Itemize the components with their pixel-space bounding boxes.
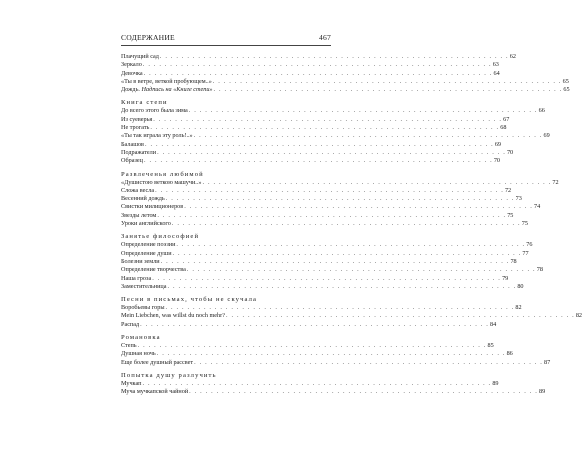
dot-leader: . . . . . . . . . . . . . . . . . . . . . . . . . . . . . . . . . . . . . . . . . . . . . . . . . . . . . . . . . . . . . . . . [225, 312, 575, 320]
toc-entry-title: Распад [121, 320, 140, 328]
toc-entry [121, 304, 522, 312]
toc-entry-page: 69 [494, 140, 502, 148]
dot-leader: . . . . . . . . . . . . . . . . . . . . . . . . . . . . . . . . . . . . . . . . . . . . . . . . . . . . . . . . . . . . . . . . [176, 241, 526, 249]
dot-leader: . . . . . . . . . . . . . . . . . . . . . . . . . . . . . . . . . . . . . . . . . . . . . . . . . . . . . . . . . . . . . . . . [142, 379, 492, 387]
toc-entry-title: Определение души [121, 249, 172, 257]
dot-leader: . . . . . . . . . . . . . . . . . . . . . . . . . . . . . . . . . . . . . . . . . . . . . . . . . . . . . . . . . . . . . . . . [143, 157, 493, 165]
toc-entry-page: 89 [492, 379, 499, 387]
toc-entry [121, 282, 524, 291]
toc-entry-title: Звезды летом [121, 211, 157, 219]
toc-entry-page: 75 [507, 211, 514, 219]
dot-leader: . . . . . . . . . . . . . . . . . . . . . . . . . . . . . . . . . . . . . . . . . . . . . . . . . . . . . . . . . . . . . . . . [167, 282, 517, 290]
toc-entry [121, 342, 494, 350]
toc-entry-page: 70 [506, 148, 514, 156]
toc-intro-group [121, 53, 570, 94]
toc-entry-page: 75 [521, 220, 528, 228]
dot-leader: . . . . . . . . . . . . . . . . . . . . . . . . . . . . . . . . . . . . . . . . . . . . . . . . . . . . . . . . . . . . . . . . [172, 249, 522, 257]
toc-entry-page: 82 [575, 312, 582, 320]
dot-leader: . . . . . . . . . . . . . . . . . . . . . . . . . . . . . . . . . . . . . . . . . . . . . . . . . . . . . . . . . . . . . . . . [140, 320, 489, 328]
toc-entry [121, 241, 533, 249]
toc-entry-title: Mein Liebchen, was willst du noch mehr? [121, 312, 225, 320]
toc-entry-title: Определение поэзии [121, 241, 176, 249]
header-rule [121, 45, 331, 46]
toc-entry [121, 178, 559, 187]
toc-entry [121, 203, 541, 211]
toc-entry-page: 73 [515, 195, 522, 203]
toc-entry-page: 76 [526, 241, 533, 249]
toc-entry-title: Муча мучкапской чайной [121, 388, 189, 396]
toc-entry [121, 379, 499, 388]
toc-entry-page: 74 [534, 203, 541, 211]
toc-entry-title: Душная ночь [121, 350, 156, 358]
toc-entry [121, 388, 546, 396]
toc-entry-title: Определение творчества [121, 266, 186, 274]
dot-leader: . . . . . . . . . . . . . . . . . . . . . . . . . . . . . . . . . . . . . . . . . . . . . . . . . . . . . . . . . . . . . . . . [143, 69, 493, 77]
dot-leader: . . . . . . . . . . . . . . . . . . . . . . . . . . . . . . . . . . . . . . . . . . . . . . . . . . . . . . . . . . . . . . . . [137, 342, 487, 350]
dot-leader: . . . . . . . . . . . . . . . . . . . . . . . . . . . . . . . . . . . . . . . . . . . . . . . . . . . . . . . . . . . . . . . . [165, 195, 515, 203]
toc-entry [121, 107, 545, 115]
header-page-number: 467 [319, 33, 331, 42]
toc-entry [121, 186, 512, 195]
toc-entry-title-plain: Дождь. [121, 86, 142, 94]
toc-entry-title: Весенний дождь [121, 195, 165, 203]
section-heading: Книга степи [121, 99, 168, 107]
toc-entry-page: 68 [500, 124, 507, 132]
toc-entry-page: 84 [490, 320, 497, 328]
dot-leader: . . . . . . . . . . . . . . . . . . . . . . . . . . . . . . . . . . . . . . . . . . . . . . . . . . . . . . . . . . . . . . . . [165, 304, 515, 312]
toc-entry [121, 115, 510, 124]
toc-entry-page: 72 [504, 186, 512, 194]
toc-sections [121, 98, 582, 396]
toc-entry-page: 78 [536, 266, 543, 274]
dot-leader: . . . . . . . . . . . . . . . . . . . . . . . . . . . . . . . . . . . . . . . . . . . . . . . . . . . . . . . . . . . . . . . . [186, 266, 536, 274]
toc-entry-title: Подражатели [121, 148, 157, 156]
toc-entry-title: Степь [121, 342, 137, 350]
toc-entry-title-italic: Надпись на «Книге степи» [141, 86, 213, 94]
section-heading: Развлеченья любимой [121, 170, 204, 178]
toc-entry-page: 67 [503, 115, 510, 123]
toc-entry [121, 140, 502, 149]
dot-leader: . . . . . . . . . . . . . . . . . . . . . . . . . . . . . . . . . . . . . . . . . . . . . . . . . . . . . . . . . . . . . . . . [213, 86, 563, 94]
toc-entry-title: Балашов [121, 140, 144, 148]
toc-entry [121, 220, 528, 228]
toc-entry-title: Зеркало [121, 61, 142, 69]
toc-entry-title: Из суеверья [121, 115, 153, 123]
toc-entry-title: Образец [121, 157, 143, 165]
toc-entry [121, 61, 499, 69]
toc-entry-page: 86 [506, 350, 513, 358]
section-heading: Занятье философией [121, 233, 200, 241]
toc-entry [121, 312, 582, 320]
dot-leader: . . . . . . . . . . . . . . . . . . . . . . . . . . . . . . . . . . . . . . . . . . . . . . . . . . . . . . . . . . . . . . . . [144, 140, 494, 148]
toc-entry-page: 63 [492, 61, 499, 69]
dot-leader: . . . . . . . . . . . . . . . . . . . . . . . . . . . . . . . . . . . . . . . . . . . . . . . . . . . . . . . . . . . . . . . . [212, 77, 562, 85]
toc-entry-page: 87 [544, 358, 551, 366]
toc-entry-page: 89 [539, 388, 546, 396]
toc-entry [121, 77, 569, 86]
toc-entry-title: Еще более душный рассвет [121, 358, 194, 366]
toc-entry-page: 72 [552, 178, 559, 186]
toc-entry-page: 70 [493, 157, 501, 165]
dot-leader: . . . . . . . . . . . . . . . . . . . . . . . . . . . . . . . . . . . . . . . . . . . . . . . . . . . . . . . . . . . . . . . . [142, 61, 492, 69]
toc-entry [121, 195, 522, 203]
toc-entry [121, 69, 500, 78]
toc-entry [121, 53, 516, 61]
toc-entry-page: 69 [543, 132, 550, 140]
toc-entry [121, 358, 551, 367]
toc-entry [121, 266, 543, 274]
header-title: СОДЕРЖАНИЕ [121, 33, 175, 42]
toc-entry-page: 65 [563, 86, 570, 94]
dot-leader: . . . . . . . . . . . . . . . . . . . . . . . . . . . . . . . . . . . . . . . . . . . . . . . . . . . . . . . . . . . . . . . . [153, 115, 503, 123]
toc-entry [121, 157, 501, 165]
dot-leader: . . . . . . . . . . . . . . . . . . . . . . . . . . . . . . . . . . . . . . . . . . . . . . . . . . . . . . . . . . . . . . . . [188, 107, 538, 115]
toc-entry-page: 85 [487, 342, 494, 350]
toc-entry-title: «Ты в ветре, веткой пробующем..» [121, 77, 212, 85]
section-heading: Романовка [121, 334, 161, 342]
toc-entry [121, 249, 529, 258]
toc-entry [121, 257, 517, 266]
toc-entry [121, 132, 550, 140]
dot-leader: . . . . . . . . . . . . . . . . . . . . . . . . . . . . . . . . . . . . . . . . . . . . . . . . . . . . . . . . . . . . . . . . [193, 132, 543, 140]
toc-entry-title [121, 86, 213, 94]
dot-leader: . . . . . . . . . . . . . . . . . . . . . . . . . . . . . . . . . . . . . . . . . . . . . . . . . . . . . . . . . . . . . . . . [160, 257, 510, 265]
toc-entry-title: Мучкап [121, 379, 142, 387]
running-header [121, 33, 331, 43]
toc-entry-title: Наша гроза [121, 274, 152, 282]
toc-entry [121, 350, 513, 358]
dot-leader: . . . . . . . . . . . . . . . . . . . . . . . . . . . . . . . . . . . . . . . . . . . . . . . . . . . . . . . . . . . . . . . . [171, 220, 521, 228]
toc-entry-page: 66 [538, 107, 545, 115]
toc-entry [121, 148, 514, 157]
toc-entry-title: До всего этого была зима [121, 107, 188, 115]
table-of-contents [121, 53, 582, 397]
toc-entry-title: Сложа весла [121, 186, 155, 194]
toc-entry [121, 211, 514, 220]
toc-entry-title: Свистки милиционеров [121, 203, 184, 211]
toc-entry [121, 274, 509, 283]
dot-leader: . . . . . . . . . . . . . . . . . . . . . . . . . . . . . . . . . . . . . . . . . . . . . . . . . . . . . . . . . . . . . . . . [184, 203, 534, 211]
toc-entry-title: Заместительница [121, 282, 167, 290]
toc-entry-page: 65 [562, 77, 569, 85]
dot-leader: . . . . . . . . . . . . . . . . . . . . . . . . . . . . . . . . . . . . . . . . . . . . . . . . . . . . . . . . . . . . . . . . [159, 53, 509, 60]
section-heading: Песни в письмах, чтобы не скучала [121, 296, 257, 304]
toc-entry-title: «Душистою веткою машучи..» [121, 178, 202, 186]
toc-entry-title: «Ты так играла эту роль!..» [121, 132, 193, 140]
section-heading: Попытка душу разлучить [121, 371, 217, 379]
dot-leader: . . . . . . . . . . . . . . . . . . . . . . . . . . . . . . . . . . . . . . . . . . . . . . . . . . . . . . . . . . . . . . . . [157, 211, 507, 219]
dot-leader: . . . . . . . . . . . . . . . . . . . . . . . . . . . . . . . . . . . . . . . . . . . . . . . . . . . . . . . . . . . . . . . . [152, 274, 502, 282]
toc-entry-page: 82 [515, 304, 522, 312]
toc-entry [121, 86, 570, 94]
toc-entry-title: Не трогать [121, 124, 150, 132]
dot-leader: . . . . . . . . . . . . . . . . . . . . . . . . . . . . . . . . . . . . . . . . . . . . . . . . . . . . . . . . . . . . . . . . [202, 178, 552, 186]
dot-leader: . . . . . . . . . . . . . . . . . . . . . . . . . . . . . . . . . . . . . . . . . . . . . . . . . . . . . . . . . . . . . . . . [194, 358, 543, 366]
toc-entry-page: 77 [522, 249, 529, 257]
dot-leader: . . . . . . . . . . . . . . . . . . . . . . . . . . . . . . . . . . . . . . . . . . . . . . . . . . . . . . . . . . . . . . . . [157, 148, 506, 156]
toc-entry-title: Уроки английского [121, 220, 171, 228]
toc-entry-title: Девочка [121, 69, 143, 77]
toc-entry-page: 80 [517, 282, 524, 290]
toc-entry-title: Плачущий сад [121, 53, 159, 60]
toc-entry-page: 79 [502, 274, 509, 282]
dot-leader: . . . . . . . . . . . . . . . . . . . . . . . . . . . . . . . . . . . . . . . . . . . . . . . . . . . . . . . . . . . . . . . . [150, 124, 500, 132]
toc-entry-title: Болезни земли [121, 257, 160, 265]
toc-entry [121, 124, 507, 132]
dot-leader: . . . . . . . . . . . . . . . . . . . . . . . . . . . . . . . . . . . . . . . . . . . . . . . . . . . . . . . . . . . . . . . . [155, 186, 504, 194]
toc-entry-page: 62 [509, 53, 516, 60]
toc-entry-page: 64 [493, 69, 500, 77]
dot-leader: . . . . . . . . . . . . . . . . . . . . . . . . . . . . . . . . . . . . . . . . . . . . . . . . . . . . . . . . . . . . . . . . [156, 350, 506, 358]
toc-entry-page: 78 [510, 257, 517, 265]
toc-entry [121, 320, 497, 329]
toc-entry-title: Воробьевы горы [121, 304, 165, 312]
dot-leader: . . . . . . . . . . . . . . . . . . . . . . . . . . . . . . . . . . . . . . . . . . . . . . . . . . . . . . . . . . . . . . . . [189, 388, 538, 396]
